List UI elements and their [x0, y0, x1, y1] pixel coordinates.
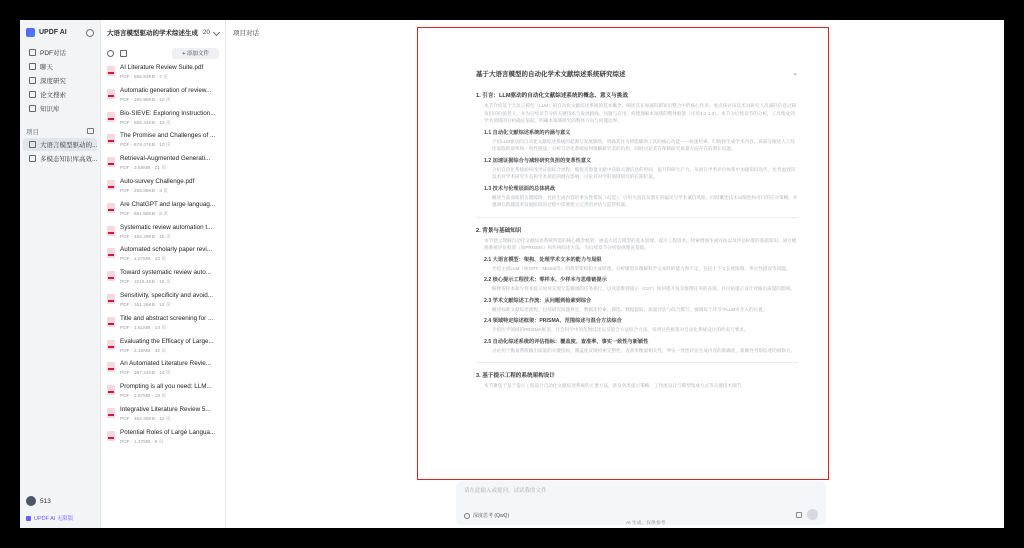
subsection-heading: 2.2 核心提示工程技术：零样本、少样本与思维链提示 — [484, 277, 607, 283]
document-title: 基于大语言模型的自动化学术文献综述系统研究综述 — [476, 71, 626, 78]
attach-icon[interactable] — [796, 512, 802, 518]
file-name: Integrative Literature Review 5... — [120, 405, 211, 413]
answer-document — [462, 55, 812, 475]
pdf-icon — [107, 157, 115, 167]
collapse-icon[interactable]: ⌄ — [792, 70, 798, 77]
pdf-icon — [107, 89, 115, 99]
nav-icon — [29, 77, 36, 84]
pdf-icon — [107, 180, 115, 190]
file-name: AI Literature Review Suite.pdf — [120, 64, 204, 71]
file-meta: PDF · 1.37MB · 9 页 — [120, 439, 164, 445]
project-icon — [29, 155, 36, 162]
brand-label: UPDF AI 无限版 — [34, 516, 74, 522]
file-meta: PDF · 1.07MB · 33 页 — [120, 257, 167, 263]
brand-badge[interactable] — [26, 514, 73, 522]
folder-add-icon[interactable] — [87, 128, 94, 134]
file-item[interactable] — [101, 426, 225, 449]
file-item[interactable] — [101, 84, 225, 107]
subsection-heading: 1.1 自动化文献综述系统的内涵与意义 — [484, 129, 571, 136]
file-panel — [101, 20, 226, 528]
nav-icon — [29, 91, 36, 98]
file-item[interactable] — [101, 198, 225, 221]
project-item[interactable] — [23, 152, 97, 165]
subsection-heading: 1.3 技术与伦理层面的总体挑战 — [484, 185, 555, 192]
file-item[interactable] — [101, 312, 225, 335]
paragraph: 本节建立理解自动化文献综述系统所需的核心概念框架，涵盖大语言模型的基本原理、提示工程技术、检索增强生成方法以及评估标准的基础知识。通过梳理系统评价框架（如PRISMA）和传统综述方法，为后续章节分析提供理论基础。 — [484, 237, 797, 250]
sidebar-item[interactable] — [23, 46, 97, 59]
file-item[interactable] — [101, 380, 225, 403]
sidebar-item-label: 知识库 — [40, 106, 60, 113]
file-name: Toward systematic review auto... — [120, 269, 211, 277]
file-name: Title and abstract screening for ... — [120, 314, 214, 322]
pdf-icon — [107, 408, 115, 418]
file-meta: PDF · 484.29KB · 15 页 — [120, 234, 171, 240]
file-item[interactable] — [101, 357, 225, 380]
section-heading: 2. 背景与基础知识 — [476, 227, 522, 234]
file-meta: PDF · 555.93KB · 7 页 — [120, 75, 168, 80]
projects-label: 项目 — [26, 128, 39, 136]
file-name: Evaluating the Efficacy of Large... — [120, 337, 214, 345]
sidebar-item-label: PDF对话 — [40, 50, 66, 57]
app-name: UPDF AI — [39, 29, 67, 36]
file-meta: PDF · 462.45KB · 12 页 — [120, 416, 171, 422]
brand-icon — [26, 516, 31, 521]
app-window — [20, 20, 1004, 528]
model-label: 深度思考 (QwQ) — [473, 513, 510, 519]
pdf-icon — [107, 317, 115, 327]
file-item[interactable] — [101, 403, 225, 426]
file-meta: PDF · 1016.4KB · 16 页 — [120, 280, 171, 286]
file-item[interactable] — [101, 129, 225, 152]
file-name: Automatic generation of review... — [120, 86, 212, 94]
paragraph: 本节介绍基于大语言模型（LLM）的自动化文献综述系统的基本概念，阐述其在加速科研知识整合中的核心作用。重点探讨该技术对研究人员减轻信息过载负担的价值意义，并为后续章节分析关键技术与发展路线、问题与应用，构建理解本领域的整体框架（详见1.1-1.3）。本节为后续章节的分析，工具集成到学术领域的分析确定依据，明确本领域研究的整体方向与问题边界。 — [484, 103, 797, 123]
search-icon[interactable] — [107, 50, 114, 57]
file-meta: PDF · 161.26KB · 15 页 — [120, 302, 171, 308]
pdf-icon — [107, 226, 115, 236]
ai-disclaimer: AI 生成，仅供参考 — [626, 521, 666, 526]
file-meta: PDF · 395.99KB · 10 页 — [120, 97, 171, 103]
file-list — [101, 61, 225, 528]
project-label: 多模态知识库高效... — [40, 156, 98, 163]
sidebar-item-label: 论文搜索 — [40, 92, 66, 99]
sidebar-item[interactable] — [23, 88, 97, 101]
file-meta: PDF · 2.57MB · 18 页 — [120, 394, 167, 400]
pdf-icon — [107, 431, 115, 441]
pdf-icon — [107, 294, 115, 304]
file-name: Auto-survey Challenge.pdf — [120, 177, 195, 185]
file-name: Bio-SIEVE: Exploring Instruction... — [120, 109, 216, 117]
left-nav — [20, 20, 101, 528]
file-count: 20 — [202, 29, 210, 36]
paragraph: 概述当前面临的关键障碍，包括生成内容的事实性错误（幻觉）、引用失真以及潜在的偏见与学术诚信风险。同时概述技术局限性和可行的应对策略，并强调在跨越技术发展阶段的过程中需要建立完善的评估与监管机制。 — [492, 194, 798, 207]
file-meta: PDF · 565.44KB · 13 页 — [120, 120, 171, 126]
pdf-icon — [107, 385, 115, 395]
model-icon — [464, 513, 470, 519]
file-item[interactable] — [101, 61, 225, 84]
pdf-icon — [107, 340, 115, 350]
paragraph: 概述标准文献综述流程，包括研究问题界定、数据库检索、筛选、数据提取、质量评估与综合撰写，强调每个环节中LLM可介入的位置。 — [492, 306, 768, 312]
pdf-icon — [107, 134, 115, 144]
section-heading: 1. 引言：LLM驱动的自动化文献综述系统的概念、意义与挑战 — [476, 93, 628, 99]
subsection-heading: 2.4 领域特定综述框架：PRISMA、范围综述与混合方法综合 — [484, 318, 622, 324]
file-meta: PDF · 678.47KB · 10 页 — [120, 143, 171, 149]
main-area — [226, 20, 1004, 528]
subsection-heading: 1.2 加速证据综合与减轻研究负担的变革性意义 — [484, 157, 592, 164]
file-item[interactable] — [101, 289, 225, 312]
file-meta: PDF · 295.89KB · 3 页 — [120, 188, 168, 194]
paragraph: 讨论用于衡量系统输出质量的关键指标，覆盖度反映检索完整性，查准率衡量相关性，事实一致性评估生成内容的准确度，新颖性考察综述的洞察力。 — [492, 347, 796, 353]
model-selector[interactable] — [464, 512, 509, 519]
pdf-icon — [107, 66, 115, 76]
file-name: Are ChatGPT and large languag... — [120, 200, 216, 208]
updf-logo-icon — [26, 28, 35, 37]
projects-section — [20, 125, 100, 137]
file-name: Retrieval-Augmented Generati... — [120, 155, 211, 163]
sidebar-item-label: 深度研究 — [40, 78, 66, 85]
add-file-button[interactable]: + 添加文件 — [172, 48, 219, 59]
pdf-icon — [107, 271, 115, 281]
file-name: Systematic review automation t... — [120, 223, 213, 231]
sidebar-item[interactable] — [23, 102, 97, 115]
paragraph: 本节聚焦于基于提示工程设计自动化文献综述系统的主要方法，涉及各类提示策略、工作流设计与模型集成方式等关键技术细节。 — [484, 383, 746, 388]
pdf-icon — [107, 248, 115, 258]
file-name: An Automated Literature Revie... — [120, 360, 212, 368]
nav-icon — [29, 105, 36, 112]
file-item[interactable] — [101, 266, 225, 289]
chevron-down-icon[interactable] — [213, 29, 220, 36]
file-meta: PDF · 851.58KB · 8 页 — [120, 211, 168, 217]
file-item[interactable] — [101, 175, 225, 198]
sidebar-item-label: 聊天 — [40, 64, 53, 71]
user-name: 513 — [40, 497, 51, 505]
subsection-heading: 2.1 大语言模型：架构、处理学术文本的能力与局限 — [484, 256, 602, 263]
project-icon — [29, 141, 36, 148]
file-item[interactable] — [101, 221, 225, 244]
paragraph: 介绍医学领域的PRISMA框架、社会科学中的范围综述以及混合方法综合方法，说明这些框架对自动化系统设计的约束与要求。 — [492, 327, 749, 332]
pdf-icon — [107, 362, 115, 372]
project-item[interactable] — [23, 138, 97, 151]
divider — [476, 362, 798, 363]
sort-icon[interactable] — [120, 50, 127, 57]
paragraph: 介绍LLM驱动的自动化文献综述系统的起源与发展脉络，明确其作为智能辅助工具的核心功能——快速检索、归纳和生成学术内容。该部分阐述人工综述面临的效率和一致性挑战，分析自动化系统如何缓解研究者的负担，同时讨论其在保障研究质量方面存在的潜在问题。 — [492, 138, 795, 151]
input-placeholder: 请在此输入或提问。试试我的文件 — [464, 488, 547, 494]
sidebar-item[interactable] — [23, 60, 97, 73]
subsection-heading: 2.3 学术文献综述工作流：从问题到检索到综合 — [484, 297, 592, 304]
paragraph: 介绍主流LLM（如GPT、Mistral等）的典型架构和生成原理，分析模型在理解科学文本时的能力和不足，包括上下文长度限制、事实性错误等问题。 — [492, 265, 791, 271]
file-item[interactable] — [101, 335, 225, 358]
file-meta: PDF · 2.15MB · 32 页 — [120, 348, 167, 354]
project-label: 大语言模型驱动的... — [40, 142, 98, 149]
user-profile[interactable] — [26, 496, 51, 506]
file-name: Prompting is all you need: LLM... — [120, 383, 212, 391]
divider — [476, 217, 798, 218]
paragraph: 解释零样本和少样本提示如何实现无需微调的任务执行，以及思维链提示（CoT）如何提升复杂推理任务的表现，并讨论提示设计对输出质量的影响。 — [492, 286, 795, 291]
page-title: 项目对话 — [233, 30, 259, 37]
subsection-heading: 2.5 自动化综述系统的评估指标：覆盖度、查准率、事实一致性与新颖性 — [484, 338, 649, 345]
file-meta: PDF · 1.61MB · 14 页 — [120, 325, 167, 331]
file-name: Sensitivity, specificity and avoid... — [120, 291, 213, 299]
file-item[interactable] — [101, 107, 225, 130]
paragraph: 分析自动化系统如何改进证据综合流程，缩短从海量文献中获取关键信息的时间，提升科研生产力。从而在学术评价体系中加速知识迭代，也考虑到该技术对学术研究生态和学术规范的潜在影响，讨论其对学科领域研究的长期价值。 — [492, 166, 796, 179]
send-button[interactable] — [807, 509, 818, 520]
file-item[interactable] — [101, 152, 225, 175]
avatar — [26, 496, 36, 506]
project-title: 大语言模型驱动的学术综述生成 — [107, 30, 198, 37]
sidebar-item[interactable] — [23, 74, 97, 87]
section-heading: 3. 基于提示工程的系统架构设计 — [476, 373, 555, 379]
file-meta: PDF · 387.24KB · 14 页 — [120, 371, 171, 377]
file-meta: PDF · 3.59MB · 21 页 — [120, 166, 167, 172]
new-chat-icon[interactable] — [86, 29, 94, 37]
nav-icon — [29, 49, 36, 56]
file-name: Automated scholarly paper revi... — [120, 246, 213, 254]
pdf-icon — [107, 112, 115, 122]
file-name: Potential Roles of Large Langua... — [120, 428, 216, 436]
pdf-icon — [107, 203, 115, 213]
nav-icon — [29, 63, 36, 70]
file-item[interactable] — [101, 243, 225, 266]
file-name: The Promise and Challenges of ... — [120, 132, 216, 140]
